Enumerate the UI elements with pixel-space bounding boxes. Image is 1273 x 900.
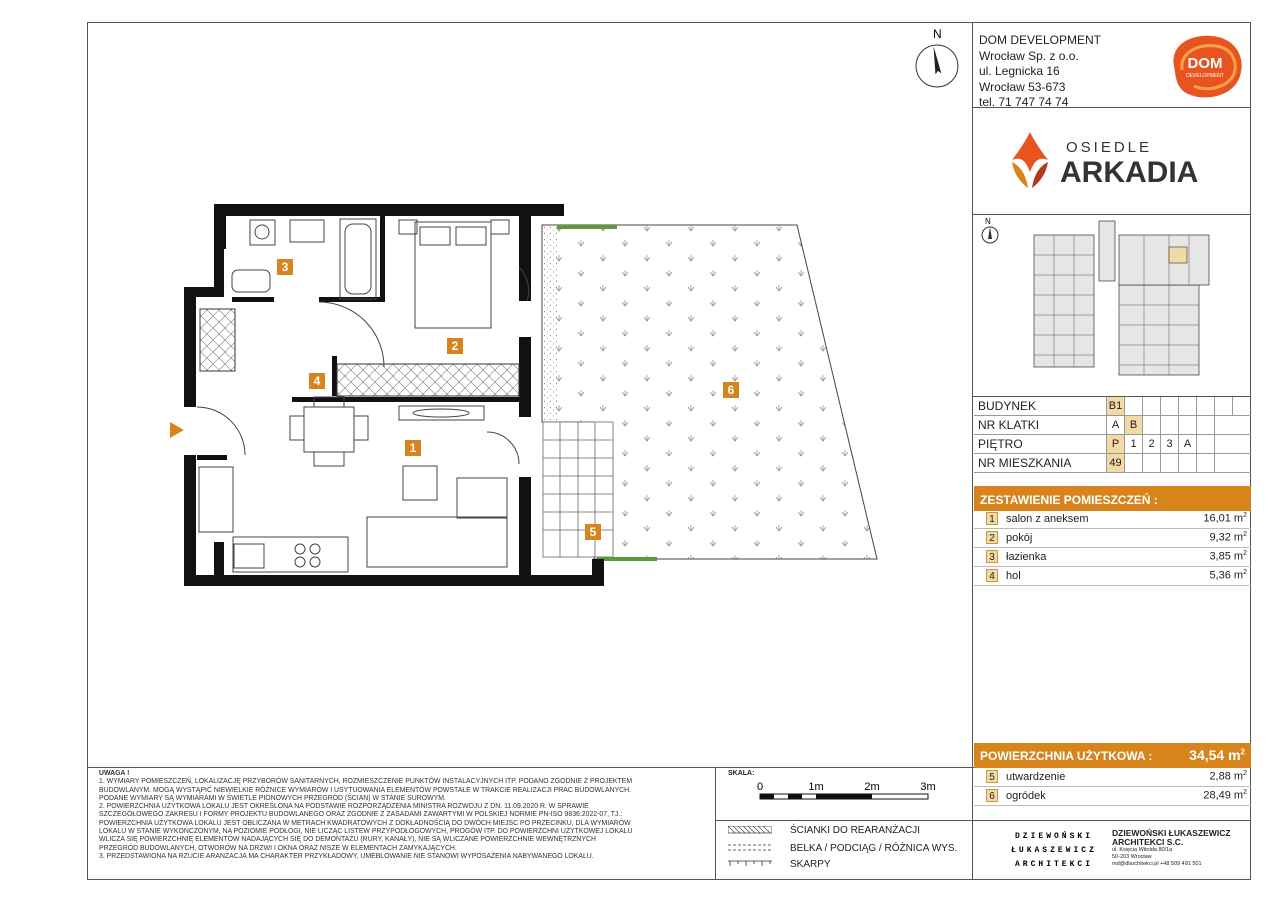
usable-area-bar [974,743,1251,768]
info-cell: B1 [1106,397,1124,415]
info-row-apartment [974,454,1251,473]
legend-slope: SKARPY [790,859,831,870]
company-city: Wrocław 53-673 [979,79,1066,94]
note-line: 3. PRZEDSTAWIONA NA RZUCIE ARANŻACJA MA CHARAKTER PRZYKŁADOWY, UMEBLOWANIE NIE STANOWI WYPOSAŻENIA NABYWANEGO LOKALU. [99,852,594,860]
info-cell [1214,397,1232,415]
info-cell [1178,397,1196,415]
note-line: SZCZEGÓŁOWEGO ZAKRESU I FORMY PROJEKTU BUDOWLANEGO ORAZ ZGODNIE Z ZASADAMI ZAWARTYMI W POLSKIEJ NORMIE PN-ISO 9836:2022-07, TJ.: [99,811,623,819]
info-cell [1196,397,1214,415]
dom-development-logo [1162,30,1248,102]
info-row-building [974,397,1251,416]
room-name: pokój [1006,532,1033,544]
floor-plan [87,22,973,767]
room-area: 9,32 $m^2$ [1209,531,1247,544]
dom-logo-sub: DEVELOPMENT [1186,73,1224,79]
info-cell [1124,397,1142,415]
architect-name1: DZIEWOŃSKI ŁUKASZEWICZ [1112,828,1231,838]
room-name: łazienka [1006,551,1047,563]
divider [715,820,1251,821]
compass-label: N [933,27,942,41]
legend-beam: BELKA / PODCIĄG / RÓŻNICA WYS. [790,843,958,854]
legend-beam-symbol [728,844,772,852]
architect-logo-line3: ARCHITEKCI [1014,860,1094,869]
architect-addr1: ul. Księcia Witolda 80/1a [1112,847,1173,853]
info-cell [1196,435,1214,453]
info-cell: B [1124,416,1142,434]
room-tag-5: 5 [585,524,601,540]
room-row [974,548,1251,567]
scale-tick-1: 1m [808,781,824,793]
info-cell [1232,397,1250,415]
scale-tick-3: 3m [920,781,936,793]
legend-rearrange: ŚCIANKI DO REARANŻACJI [790,825,921,836]
architect-logo-line2: ŁUKASZEWICZ [1011,846,1097,855]
room-num: 3 [986,550,998,563]
rooms-title [974,486,1251,511]
info-cell [1142,454,1160,472]
info-cell [1160,416,1178,434]
note-line: LOKALU W STANIE WYKOŃCZONYM, NA POZIOMIE PODŁOGI, NIE LICZĄC LISTEW PRZYPODŁOGOWYCH, PROGÓW ITP. DO POWIERZCHNI UŻYTKOWEJ LOKALU [99,828,633,836]
legend-slope-symbol [728,860,772,868]
info-cell: 3 [1160,435,1178,453]
scale-bar [755,778,945,808]
note-line: PODANE WYMIARY SĄ WYMIARAMI W ŚWIETLE PIONOWYCH PRZEGRÓD (ŚCIAN) W STANIE SUROWYM. [99,794,446,802]
info-label: NR KLATKI [978,418,1040,432]
project-prefix: OSIEDLE [1066,139,1153,156]
dom-logo-text: DOM [1187,55,1223,72]
info-cell [1214,416,1232,434]
room-area: 5,36 $m^2$ [1209,569,1247,582]
company-street: ul. Legnicka 16 [979,64,1060,79]
info-cell [1142,416,1160,434]
info-label: PIĘTRO [978,437,1023,451]
scale-tick-2: 2m [864,781,880,793]
info-cell: A [1106,416,1124,434]
room-tag-1: 1 [405,440,421,456]
extra-area: 28,49 $m^2$ [1203,789,1247,802]
notes [99,770,704,861]
info-cell [1214,454,1232,472]
info-cell: A [1178,435,1196,453]
note-line: BUDOWLANYM. MOGĄ WYSTĄPIĆ NIEWIELKIE RÓŻNICE WYMIARÓW I USYTUOWANIA ELEMENTÓW POWSTAŁE W TRAKCIE REALIZACJI PRAC BUDOWLANYCH. [99,786,632,794]
architect-contact: md@dlarchitekci.pl +48 509 491 501 [1112,861,1202,867]
unit-info-table [974,397,1251,473]
info-label: NR MIESZKANIA [978,456,1072,470]
info-cell [1196,416,1214,434]
architect-info [1112,829,1231,868]
scale-tick-0: 0 [756,781,764,793]
info-row-stairwell [974,416,1251,435]
note-line: 2. POWIERZCHNIA UŻYTKOWA LOKALU JEST OKREŚLONA NA PODSTAWIE ROZPORZĄDZENIA MINISTRA ROZWOJU Z DN. 11.09.2020 R. W SPRAWIE [99,803,589,811]
info-cell [1196,454,1214,472]
info-label: BUDYNEK [978,399,1037,413]
room-row [974,529,1251,548]
extra-area: 2,88 $m^2$ [1209,770,1247,783]
usable-area-value: 34,54 $m^2$ [1189,747,1245,763]
info-cell: 49 [1106,454,1124,472]
usable-area-label: POWIERZCHNIA UŻYTKOWA : [980,749,1153,763]
info-cell: P [1106,435,1124,453]
company-name: DOM DEVELOPMENT [979,33,1102,47]
building-key-plan [979,215,1251,395]
extra-num: 5 [986,770,998,783]
compass [916,45,958,87]
arkadia-logo [1008,130,1218,192]
info-cell [1124,454,1142,472]
notes-title: UWAGA ! [99,770,130,777]
room-name: salon z aneksem [1006,513,1089,525]
room-num: 4 [986,569,998,582]
info-cell [1178,454,1196,472]
company-info [979,33,1101,111]
note-line: POWIERZCHNIA UŻYTKOWA LOKALU JEST OBLICZANA W METRACH KWADRATOWYCH Z DOKŁADNOŚCIĄ DO DWÓCH MIEJSC PO PRZECINKU, DLA WYMIARÓW [99,819,631,827]
extras-list [974,768,1251,806]
room-tag-6: 6 [723,382,739,398]
divider [715,767,716,880]
project-name: ARKADIA [1060,156,1199,189]
legend-rearrange-symbol [728,826,772,834]
note-line: PRZEGRÓD BUDOWLANYCH, OTWORÓW NA DRZWI I OKNA ORAZ NISZE W ELEMENTACH ZAMYKAJĄCYCH. [99,844,457,852]
info-row-floor [974,435,1251,454]
architect-addr2: 50-203 Wrocław [1112,854,1152,860]
terrace [543,422,613,557]
extra-row [974,768,1251,787]
info-cell: 1 [1124,435,1142,453]
room-name: hol [1006,570,1021,582]
room-num: 2 [986,531,998,544]
company-phone: tel. 71 747 74 74 [979,95,1069,110]
room-tag-3: 3 [277,259,293,275]
flame-icon [1012,132,1048,188]
architect-logo [1002,828,1106,874]
room-num: 1 [986,512,998,525]
info-cell [1178,416,1196,434]
extra-row [974,787,1251,806]
info-cell [1142,397,1160,415]
extra-name: ogródek [1006,790,1046,802]
scale-title: SKALA: [728,770,755,777]
room-row [974,567,1251,586]
info-cell [1160,397,1178,415]
info-cell: 2 [1142,435,1160,453]
rooms-list [974,510,1251,586]
info-cell [1214,435,1232,453]
room-area: 3,85 $m^2$ [1209,550,1247,563]
architect-name2: ARCHITEKCI S.C. [1112,837,1184,847]
room-tag-2: 2 [447,338,463,354]
note-line: 1. WYMIARY POMIESZCZEŃ, LOKALIZACJĘ PRZYBORÓW SANITARNYCH, ROZMIESZCZENIE PUNKTÓW INSTALACYJNYCH ITP. PODANO ZGODNIE Z PROJEKTEM [99,778,633,786]
rooms-title-text: ZESTAWIENIE POMIESZCZEŃ : [980,493,1158,507]
company-legal: Wrocław Sp. z o.o. [979,48,1079,63]
extra-name: utwardzenie [1006,771,1066,783]
extra-num: 6 [986,789,998,802]
room-area: 16,01 $m^2$ [1203,512,1247,525]
note-line: WLICZA SIĘ POWIERZCHNIĘ ELEMENTÓW NADAJĄCYCH SIĘ DO DEMONTAŻU (RURY, KANAŁY), NIE SĄ WLICZANE POWIERZCHNIE WEWNĘTRZNYCH [99,836,596,844]
key-plan-north: N [985,217,991,226]
room-row [974,510,1251,529]
room-tag-4: 4 [309,373,325,389]
info-cell [1160,454,1178,472]
architect-logo-line1: DZIEWOŃSKI [1014,832,1094,841]
